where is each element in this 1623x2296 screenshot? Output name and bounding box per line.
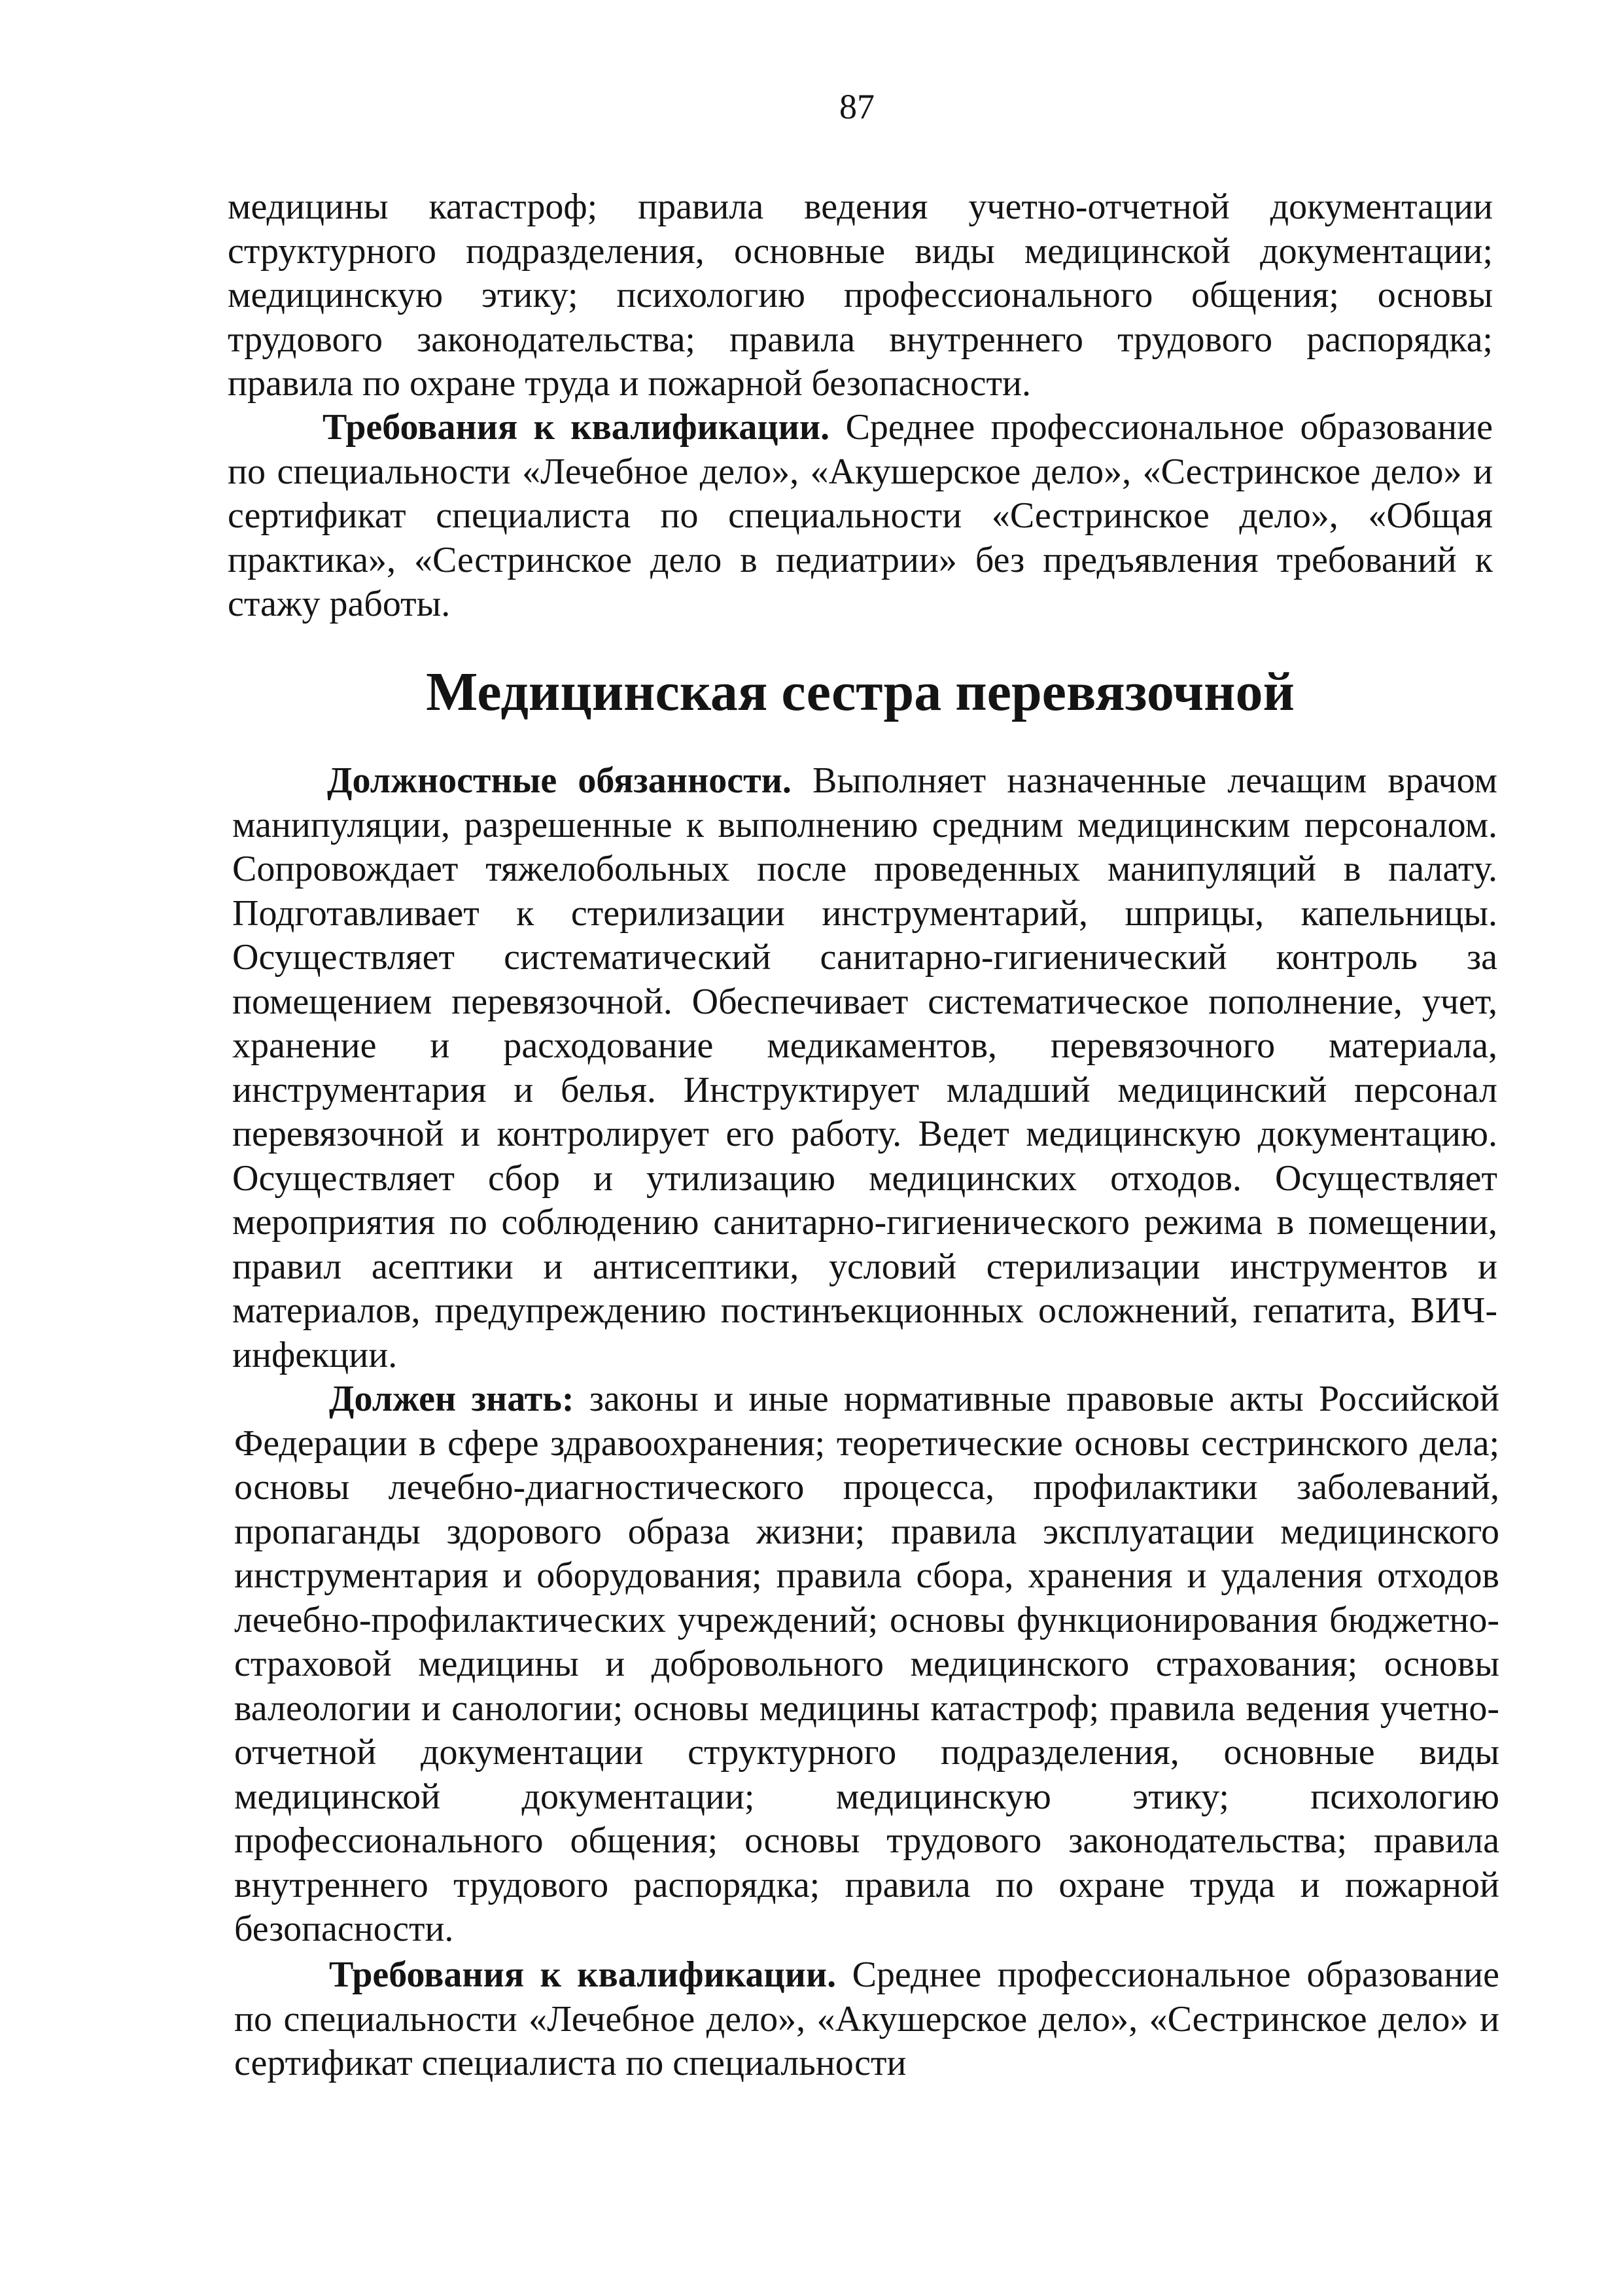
- job-duties-text: Выполняет назначенные лечащим врачом манипуляции, разрешенные к выполнению средним медицинским персоналом. Сопровождает тяжелобольных после проведенных манипуляций в палату. Подготавливает к стерилизации инструментарий, шприцы, капельницы. Осуществляет систематический санитарно-гигиенический контроль за помещением перевязочной. Обеспечивает систематическое пополнение, учет, хранение и расходование медикаментов, перевязочного материала, инструментария и белья. Инструктирует младший медицинский персонал перевязочной и контролирует его работу. Ведет медицинскую документацию. Осуществляет сбор и утилизацию медицинских отходов. Осуществляет мероприятия по соблюдению санитарно-гигиенического режима в помещении, правил асептики и антисептики, условий стерилизации инструментов и материалов, предупреждению постинъекционных осложнений, гепатита, ВИЧ-инфекции.: [232, 760, 1497, 1375]
- qualification-requirements-2-label: Требования к квалификации.: [329, 1954, 837, 1995]
- paragraph-job-duties: [232, 759, 1497, 1377]
- section-heading: Медицинская сестра перевязочной: [426, 662, 1295, 722]
- page-number: 87: [839, 87, 875, 126]
- qualification-requirements-2-text: Среднее профессиональное образование по специальности «Лечебное дело», «Акушерское дело», «Сестринское дело» и сертификат специалиста по специальности: [234, 1954, 1499, 2083]
- qualification-requirements-text: Среднее профессиональное образование по специальности «Лечебное дело», «Акушерское дело», «Сестринское дело» и сертификат специалиста по специальности «Сестринское дело», «Общая практика», «Сестринское дело в педиатрии» без предъявления требований к стажу работы.: [228, 407, 1493, 624]
- must-know-label: Должен знать:: [329, 1379, 574, 1419]
- qualification-requirements-label: Требования к квалификации.: [323, 407, 830, 448]
- paragraph-must-know: [234, 1377, 1499, 1952]
- paragraph-qualification-requirements-2: [234, 1953, 1499, 2086]
- paragraph-top: медицины катастроф; правила ведения учетно-отчетной документации структурного подразделения, основные виды медицинской документации; медицинскую этику; психологию профессионального общения; основы трудового законодательства; правила внутреннего трудового распорядка; правила по охране труда и пожарной безопасности.: [228, 186, 1493, 404]
- must-know-text: законы и иные нормативные правовые акты Российской Федерации в сфере здравоохранения; теоретические основы сестринского дела; основы лечебно-диагностического процесса, профилактики заболеваний, пропаганды здорового образа жизни; правила эксплуатации медицинского инструментария и оборудования; правила сбора, хранения и удаления отходов лечебно-профилактических учреждений; основы функционирования бюджетно-страховой медицины и добровольного медицинского страхования; основы валеологии и санологии; основы медицины катастроф; правила ведения учетно-отчетной документации структурного подразделения, основные виды медицинской документации; медицинскую этику; психологию профессионального общения; основы трудового законодательства; правила внутреннего трудового распорядка; правила по охране труда и пожарной безопасности.: [234, 1379, 1499, 1949]
- job-duties-label: Должностные обязанности.: [327, 760, 792, 801]
- paragraph-qualification-requirements: [228, 406, 1493, 627]
